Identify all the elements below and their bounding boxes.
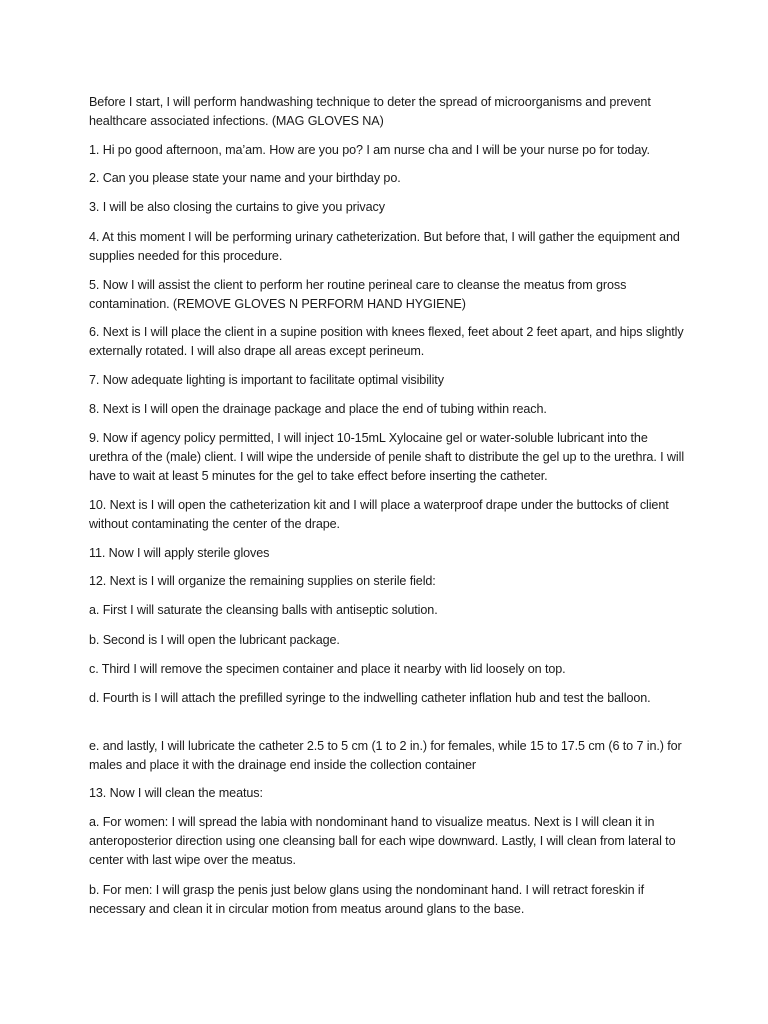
step-3: 3. I will be also closing the curtains to give you privacy (89, 200, 385, 214)
step-12: 12. Next is I will organize the remaining supplies on sterile field: (89, 574, 436, 588)
step-10: 10. Next is I will open the catheterization kit and I will place a waterproof drape under the buttocks of client without contaminating the center of the drape. (89, 498, 669, 531)
step-12-b: b. Second is I will open the lubricant package. (89, 633, 340, 647)
step-13-b: b. For men: I will grasp the penis just below glans using the nondominant hand. I will retract foreskin if necessary and clean it in circular motion from meatus around glans to the base. (89, 883, 645, 916)
step-1: 1. Hi po good afternoon, ma’am. How are you po? I am nurse cha and I will be your nurse po for today. (89, 143, 650, 157)
step-13-a: a. For women: I will spread the labia with nondominant hand to visualize meatus. Next is I will clean it in anteroposterior direction using one cleansing ball for each wipe downward. Lastly, I will clean from lateral to center with last wipe over the meatus. (89, 815, 676, 867)
step-13: 13. Now I will clean the meatus: (89, 786, 263, 800)
step-4: 4. At this moment I will be performing urinary catheterization. But before that, I will gather the equipment and supplies needed for this procedure. (89, 230, 680, 263)
step-5: 5. Now I will assist the client to perform her routine perineal care to cleanse the meatus from gross contamination. (REMOVE GLOVES N PERFORM HAND HYGIENE) (89, 278, 627, 311)
intro-paragraph: Before I start, I will perform handwashing technique to deter the spread of microorganisms and prevent healthcare associated infections. (MAG GLOVES NA) (89, 95, 651, 128)
step-7: 7. Now adequate lighting is important to facilitate optimal visibility (89, 373, 444, 387)
step-12-e: e. and lastly, I will lubricate the catheter 2.5 to 5 cm (1 to 2 in.) for females, while 15 to 17.5 cm (6 to 7 in.) for males and place it with the drainage end inside the collection container (89, 739, 682, 772)
step-6: 6. Next is I will place the client in a supine position with knees flexed, feet about 2 feet apart, and hips slightly externally rotated. I will also drape all areas except perineum. (89, 325, 684, 358)
step-2: 2. Can you please state your name and your birthday po. (89, 171, 401, 185)
step-12-c: c. Third I will remove the specimen container and place it nearby with lid loosely on top. (89, 662, 566, 676)
step-11: 11. Now I will apply sterile gloves (89, 546, 270, 560)
step-9: 9. Now if agency policy permitted, I will inject 10-15mL Xylocaine gel or water-soluble lubricant into the urethra of the (male) client. I will wipe the underside of penile shaft to distribute the gel up to the urethra. I will have to wait at least 5 minutes for the gel to take effect before inserting the catheter. (89, 431, 685, 483)
step-8: 8. Next is I will open the drainage package and place the end of tubing within reach. (89, 402, 547, 416)
step-12-d: d. Fourth is I will attach the prefilled syringe to the indwelling catheter inflation hub and test the balloon. (89, 691, 651, 705)
step-12-a: a. First I will saturate the cleansing balls with antiseptic solution. (89, 603, 438, 617)
